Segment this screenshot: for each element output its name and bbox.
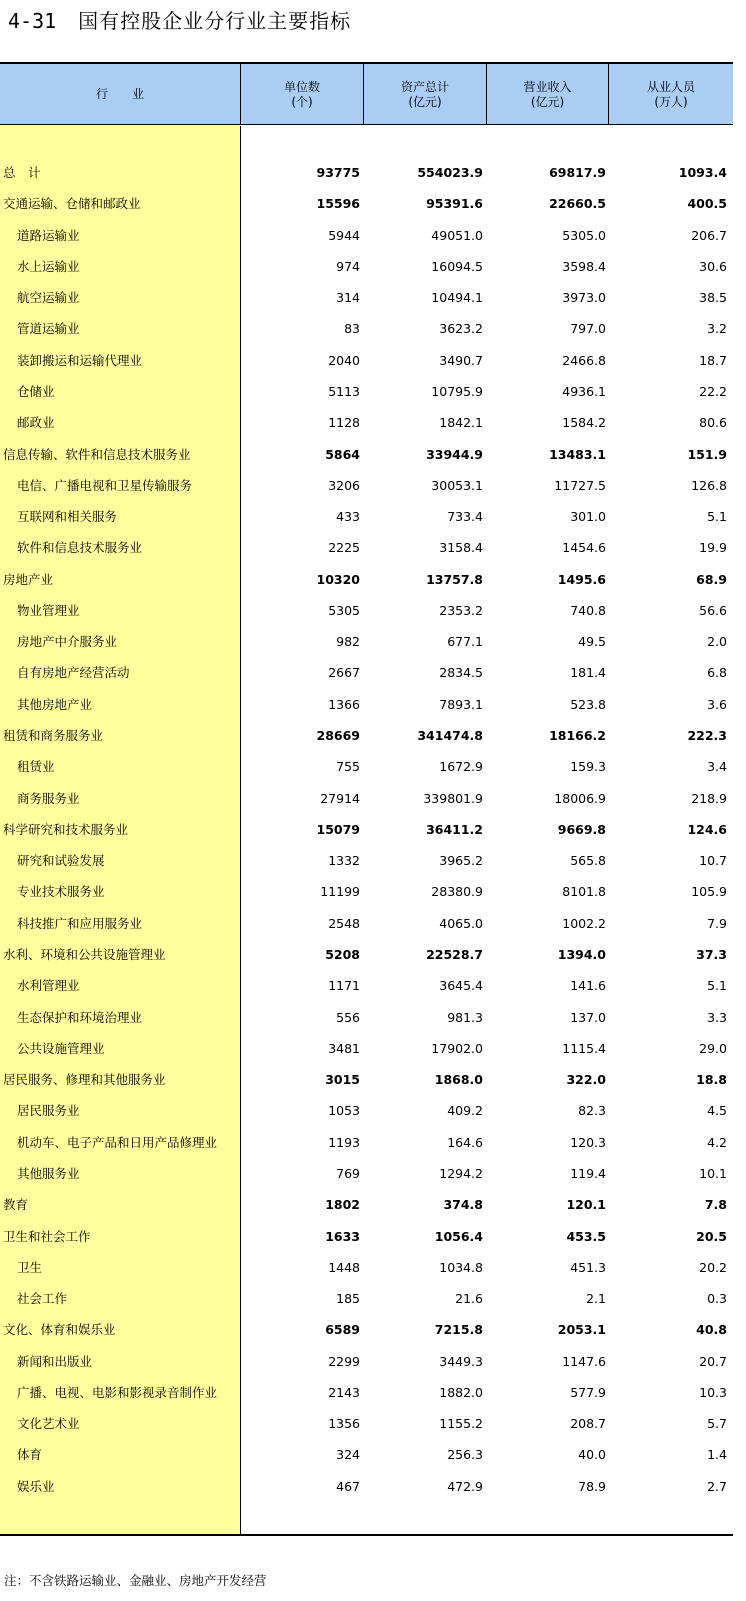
industry-name: 机动车、电子产品和日用产品修理业: [17, 1134, 218, 1150]
total-assets-cell: 10795.9: [431, 383, 483, 399]
employees-cell: 206.7: [691, 227, 727, 243]
total-assets-cell: 256.3: [447, 1447, 483, 1463]
revenue-cell: 740.8: [570, 602, 606, 618]
total-assets-cell: 28380.9: [431, 884, 483, 900]
industry-name: 公共设施管理业: [17, 1040, 105, 1056]
header-units-count-label: 单位数: [283, 79, 320, 94]
total-assets-cell: 33944.9: [426, 446, 483, 462]
table-row: [0, 1439, 733, 1470]
industry-name: 邮政业: [17, 415, 55, 431]
total-assets-cell: 1882.0: [439, 1384, 483, 1400]
employees-cell: 18.7: [699, 352, 727, 368]
revenue-cell: 18006.9: [554, 790, 606, 806]
total-assets-cell: 341474.8: [417, 728, 483, 744]
industry-name: 租赁业: [17, 759, 55, 775]
table-row: [0, 1064, 733, 1095]
employees-cell: 1.4: [707, 1447, 727, 1463]
total-assets-cell: 30053.1: [431, 477, 483, 493]
total-assets-cell: 1842.1: [439, 415, 483, 431]
revenue-cell: 3598.4: [562, 258, 606, 274]
total-assets-cell: 4065.0: [439, 915, 483, 931]
table-row: [0, 1314, 733, 1345]
total-assets-cell: 21.6: [455, 1291, 483, 1307]
industry-name: 航空运输业: [17, 290, 80, 306]
employees-cell: 6.8: [707, 665, 727, 681]
employees-cell: 4.5: [707, 1103, 727, 1119]
units-count-cell: 1171: [328, 978, 360, 994]
industry-name: 其他房地产业: [17, 696, 93, 712]
employees-cell: 4.2: [707, 1134, 727, 1150]
industry-name: 总 计: [3, 165, 41, 180]
header-revenue-label: 营业收入: [523, 79, 572, 94]
units-count-cell: 974: [336, 258, 360, 274]
total-assets-cell: 3645.4: [439, 978, 483, 994]
industry-name: 卫生和社会工作: [3, 1228, 91, 1244]
total-assets-cell: 733.4: [447, 509, 483, 525]
table-row: [0, 251, 733, 282]
total-assets-cell: 472.9: [447, 1478, 483, 1494]
employees-cell: 3.6: [707, 696, 727, 712]
units-count-cell: 433: [336, 509, 360, 525]
header-total-assets-unit: (亿元): [408, 94, 442, 109]
table-row: [0, 1189, 733, 1220]
revenue-cell: 13483.1: [549, 446, 606, 462]
total-assets-cell: 95391.6: [426, 196, 483, 212]
revenue-cell: 82.3: [578, 1103, 606, 1119]
table-row: [0, 720, 733, 751]
total-assets-cell: 1672.9: [439, 759, 483, 775]
total-assets-cell: 17902.0: [431, 1040, 483, 1056]
header-employees: [609, 64, 733, 125]
units-count-cell: 93775: [316, 165, 360, 180]
units-count-cell: 3206: [328, 477, 360, 493]
total-assets-cell: 981.3: [447, 1009, 483, 1025]
employees-cell: 7.9: [707, 915, 727, 931]
employees-cell: 222.3: [687, 728, 727, 744]
revenue-cell: 11727.5: [554, 477, 606, 493]
table-row: [0, 439, 733, 470]
employees-cell: 5.1: [707, 978, 727, 994]
employees-cell: 56.6: [699, 602, 727, 618]
table-header: [0, 64, 733, 125]
industry-name: 商务服务业: [17, 790, 80, 806]
table-row: [0, 1221, 733, 1252]
industry-name: 卫生: [17, 1259, 43, 1275]
industry-name: 娱乐业: [17, 1478, 55, 1494]
revenue-cell: 120.3: [570, 1134, 606, 1150]
revenue-cell: 4936.1: [562, 383, 606, 399]
industry-name: 科技推广和应用服务业: [17, 915, 143, 931]
employees-cell: 0.3: [707, 1291, 727, 1307]
employees-cell: 30.6: [699, 258, 727, 274]
units-count-cell: 5305: [328, 602, 360, 618]
table-row: [0, 470, 733, 501]
total-assets-cell: 164.6: [447, 1134, 483, 1150]
total-assets-cell: 554023.9: [417, 165, 483, 180]
revenue-cell: 159.3: [570, 759, 606, 775]
units-count-cell: 556: [336, 1009, 360, 1025]
revenue-cell: 1147.6: [562, 1353, 606, 1369]
revenue-cell: 797.0: [570, 321, 606, 337]
revenue-cell: 69817.9: [549, 165, 606, 180]
employees-cell: 80.6: [699, 415, 727, 431]
table-row: [0, 626, 733, 657]
employees-cell: 1093.4: [678, 165, 727, 180]
table-row: [0, 908, 733, 939]
revenue-cell: 1495.6: [557, 571, 606, 587]
header-revenue-unit: (亿元): [530, 94, 565, 109]
employees-cell: 19.9: [699, 540, 727, 556]
industry-name: 管道运输业: [17, 321, 80, 337]
industry-name: 社会工作: [17, 1291, 68, 1307]
industry-name: 道路运输业: [17, 227, 80, 243]
units-count-cell: 467: [336, 1478, 360, 1494]
revenue-cell: 2466.8: [562, 352, 606, 368]
units-count-cell: 5113: [328, 383, 360, 399]
header-employees-unit: (万人): [654, 94, 688, 109]
units-count-cell: 1366: [328, 696, 360, 712]
employees-cell: 7.8: [704, 1197, 727, 1213]
table-row: [0, 1158, 733, 1189]
units-count-cell: 2143: [328, 1384, 360, 1400]
total-assets-cell: 10494.1: [431, 290, 483, 306]
total-assets-cell: 7893.1: [439, 696, 483, 712]
employees-cell: 18.8: [696, 1072, 727, 1088]
employees-cell: 105.9: [691, 884, 727, 900]
industry-name: 仓储业: [17, 383, 55, 399]
employees-cell: 400.5: [687, 196, 727, 212]
revenue-cell: 1115.4: [562, 1040, 606, 1056]
table-row: [0, 845, 733, 876]
units-count-cell: 1802: [325, 1197, 360, 1213]
units-count-cell: 324: [336, 1447, 360, 1463]
industry-name: 居民服务、修理和其他服务业: [3, 1072, 166, 1088]
units-count-cell: 2548: [328, 915, 360, 931]
units-count-cell: 5208: [325, 947, 360, 962]
total-assets-cell: 1294.2: [439, 1165, 483, 1181]
revenue-cell: 8101.8: [562, 884, 606, 900]
industry-name: 研究和试验发展: [17, 853, 105, 869]
units-count-cell: 2667: [328, 665, 360, 681]
total-assets-cell: 3158.4: [439, 540, 483, 556]
table-title: [8, 6, 351, 36]
industry-name: 新闻和出版业: [17, 1353, 93, 1369]
revenue-cell: 40.0: [578, 1447, 606, 1463]
employees-cell: 2.7: [707, 1478, 727, 1494]
table-row: [0, 1002, 733, 1033]
table-row: [0, 814, 733, 845]
units-count-cell: 314: [336, 290, 360, 306]
total-assets-cell: 409.2: [447, 1103, 483, 1119]
employees-cell: 5.1: [707, 509, 727, 525]
employees-cell: 29.0: [699, 1040, 727, 1056]
units-count-cell: 2040: [328, 352, 360, 368]
employees-cell: 2.0: [707, 634, 727, 650]
table-row: [0, 970, 733, 1001]
header-total-assets-label: 资产总计: [400, 79, 449, 94]
industry-name: 广播、电视、电影和影视录音制作业: [17, 1384, 218, 1400]
total-assets-cell: 7215.8: [434, 1322, 483, 1338]
employees-cell: 20.2: [699, 1259, 727, 1275]
units-count-cell: 1633: [325, 1228, 360, 1244]
total-assets-cell: 3490.7: [439, 352, 483, 368]
header-total-assets: [364, 64, 486, 125]
table-row: [0, 751, 733, 782]
total-assets-cell: 2834.5: [439, 665, 483, 681]
revenue-cell: 208.7: [570, 1416, 606, 1432]
units-count-cell: 2299: [328, 1353, 360, 1369]
revenue-cell: 2.1: [586, 1291, 606, 1307]
units-count-cell: 15079: [316, 821, 360, 837]
units-count-cell: 982: [336, 634, 360, 650]
total-assets-cell: 36411.2: [426, 821, 483, 837]
revenue-cell: 301.0: [570, 509, 606, 525]
revenue-cell: 322.0: [566, 1072, 606, 1088]
total-assets-cell: 1034.8: [439, 1259, 483, 1275]
table-row: [0, 1252, 733, 1283]
employees-cell: 38.5: [699, 290, 727, 306]
header-industry: [0, 64, 240, 125]
industry-name: 教育: [3, 1197, 29, 1213]
units-count-cell: 3015: [325, 1072, 360, 1088]
industry-name: 水利、环境和公共设施管理业: [3, 947, 166, 962]
revenue-cell: 181.4: [570, 665, 606, 681]
units-count-cell: 15596: [316, 196, 360, 212]
industry-name: 水利管理业: [17, 978, 80, 994]
revenue-cell: 49.5: [578, 634, 606, 650]
total-assets-cell: 1868.0: [434, 1072, 483, 1088]
industry-name: 居民服务业: [17, 1103, 80, 1119]
total-assets-cell: 1155.2: [439, 1416, 483, 1432]
table-row: [0, 376, 733, 407]
industry-name: 交通运输、仓储和邮政业: [3, 196, 141, 212]
units-count-cell: 11199: [320, 884, 360, 900]
revenue-cell: 5305.0: [562, 227, 606, 243]
industry-name: 物业管理业: [17, 602, 80, 618]
employees-cell: 10.1: [699, 1165, 727, 1181]
employees-cell: 5.7: [707, 1416, 727, 1432]
revenue-cell: 2053.1: [557, 1322, 606, 1338]
employees-cell: 3.4: [707, 759, 727, 775]
industry-name: 信息传输、软件和信息技术服务业: [3, 446, 191, 462]
revenue-cell: 119.4: [570, 1165, 606, 1181]
units-count-cell: 5864: [325, 446, 360, 462]
employees-cell: 151.9: [687, 446, 727, 462]
industry-name: 装卸搬运和运输代理业: [17, 352, 143, 368]
table-row: [0, 1127, 733, 1158]
revenue-cell: 1394.0: [557, 947, 606, 962]
units-count-cell: 1053: [328, 1103, 360, 1119]
employees-cell: 40.8: [696, 1322, 727, 1338]
table-row: [0, 783, 733, 814]
total-assets-cell: 49051.0: [431, 227, 483, 243]
table-row: [0, 1283, 733, 1314]
total-assets-cell: 677.1: [447, 634, 483, 650]
revenue-cell: 141.6: [570, 978, 606, 994]
table-row: [0, 1471, 733, 1502]
revenue-cell: 451.3: [570, 1259, 606, 1275]
employees-cell: 68.9: [696, 571, 727, 587]
units-count-cell: 27914: [320, 790, 360, 806]
table-row: [0, 345, 733, 376]
industry-name: 专业技术服务业: [17, 884, 105, 900]
table-row: [0, 188, 733, 219]
table-row: [0, 501, 733, 532]
table-title-text: 国有控股企业分行业主要指标: [78, 9, 352, 33]
table-row: [0, 564, 733, 595]
table-row: [0, 939, 733, 970]
industry-name: 软件和信息技术服务业: [17, 540, 143, 556]
employees-cell: 3.2: [707, 321, 727, 337]
table-row: [0, 1033, 733, 1064]
total-assets-cell: 13757.8: [426, 571, 483, 587]
table-row: [0, 595, 733, 626]
industry-name: 自有房地产经营活动: [17, 665, 130, 681]
table-row: [0, 657, 733, 688]
table-row: [0, 157, 733, 188]
table-number: 4-31: [8, 9, 57, 33]
table-row: [0, 1377, 733, 1408]
industry-name: 体育: [17, 1447, 43, 1463]
table-row: [0, 220, 733, 251]
employees-cell: 10.3: [699, 1384, 727, 1400]
employees-cell: 218.9: [691, 790, 727, 806]
units-count-cell: 755: [336, 759, 360, 775]
units-count-cell: 1332: [328, 853, 360, 869]
units-count-cell: 28669: [316, 728, 360, 744]
total-assets-cell: 339801.9: [423, 790, 483, 806]
industry-name: 其他服务业: [17, 1165, 80, 1181]
bottom-rule: [0, 1534, 733, 1536]
total-assets-cell: 3623.2: [439, 321, 483, 337]
units-count-cell: 83: [344, 321, 360, 337]
revenue-cell: 1002.2: [562, 915, 606, 931]
total-assets-cell: 3449.3: [439, 1353, 483, 1369]
industry-name: 房地产业: [3, 571, 54, 587]
units-count-cell: 1448: [328, 1259, 360, 1275]
table-row: [0, 282, 733, 313]
revenue-cell: 1584.2: [562, 415, 606, 431]
units-count-cell: 1128: [328, 415, 360, 431]
employees-cell: 20.5: [696, 1228, 727, 1244]
header-industry-label: 行 业: [95, 87, 144, 101]
industry-name: 生态保护和环境治理业: [17, 1009, 143, 1025]
table-row: [0, 1408, 733, 1439]
revenue-cell: 3973.0: [562, 290, 606, 306]
revenue-cell: 22660.5: [549, 196, 606, 212]
table-footnote: 注：不含铁路运输业、金融业、房地产开发经营: [4, 1573, 267, 1588]
table-row: [0, 532, 733, 563]
revenue-cell: 78.9: [578, 1478, 606, 1494]
units-count-cell: 1193: [328, 1134, 360, 1150]
units-count-cell: 2225: [328, 540, 360, 556]
table-row: [0, 876, 733, 907]
revenue-cell: 1454.6: [562, 540, 606, 556]
units-count-cell: 769: [336, 1165, 360, 1181]
industry-name: 租赁和商务服务业: [3, 728, 104, 744]
employees-cell: 126.8: [691, 477, 727, 493]
revenue-cell: 18166.2: [549, 728, 606, 744]
units-count-cell: 10320: [316, 571, 360, 587]
industry-name: 文化、体育和娱乐业: [3, 1322, 116, 1338]
units-count-cell: 1356: [328, 1416, 360, 1432]
employees-cell: 10.7: [699, 853, 727, 869]
total-assets-cell: 2353.2: [439, 602, 483, 618]
industry-name: 科学研究和技术服务业: [3, 821, 129, 837]
employees-cell: 22.2: [699, 383, 727, 399]
industry-name: 文化艺术业: [17, 1416, 80, 1432]
units-count-cell: 3481: [328, 1040, 360, 1056]
header-units-count-unit: (个): [291, 94, 313, 109]
industry-name: 水上运输业: [17, 258, 80, 274]
header-revenue: [487, 64, 608, 125]
units-count-cell: 5944: [328, 227, 360, 243]
revenue-cell: 453.5: [566, 1228, 606, 1244]
total-assets-cell: 374.8: [443, 1197, 483, 1213]
revenue-cell: 577.9: [570, 1384, 606, 1400]
industry-name: 电信、广播电视和卫星传输服务: [17, 477, 193, 493]
table-row: [0, 1346, 733, 1377]
table-row: [0, 407, 733, 438]
employees-cell: 3.3: [707, 1009, 727, 1025]
table-row: [0, 313, 733, 344]
employees-cell: 124.6: [687, 821, 727, 837]
revenue-cell: 523.8: [570, 696, 606, 712]
revenue-cell: 565.8: [570, 853, 606, 869]
total-assets-cell: 3965.2: [439, 853, 483, 869]
employees-cell: 20.7: [699, 1353, 727, 1369]
employees-cell: 37.3: [696, 947, 727, 962]
table-row: [0, 689, 733, 720]
revenue-cell: 137.0: [570, 1009, 606, 1025]
header-employees-label: 从业人员: [646, 79, 695, 94]
total-assets-cell: 22528.7: [426, 947, 483, 962]
industry-name: 互联网和相关服务: [17, 509, 118, 525]
header-units-count: [241, 64, 363, 125]
units-count-cell: 6589: [325, 1322, 360, 1338]
industry-name: 房地产中介服务业: [17, 634, 118, 650]
units-count-cell: 185: [336, 1291, 360, 1307]
revenue-cell: 9669.8: [557, 821, 606, 837]
total-assets-cell: 16094.5: [431, 258, 483, 274]
revenue-cell: 120.1: [566, 1197, 606, 1213]
table-row: [0, 1095, 733, 1126]
total-assets-cell: 1056.4: [434, 1228, 483, 1244]
